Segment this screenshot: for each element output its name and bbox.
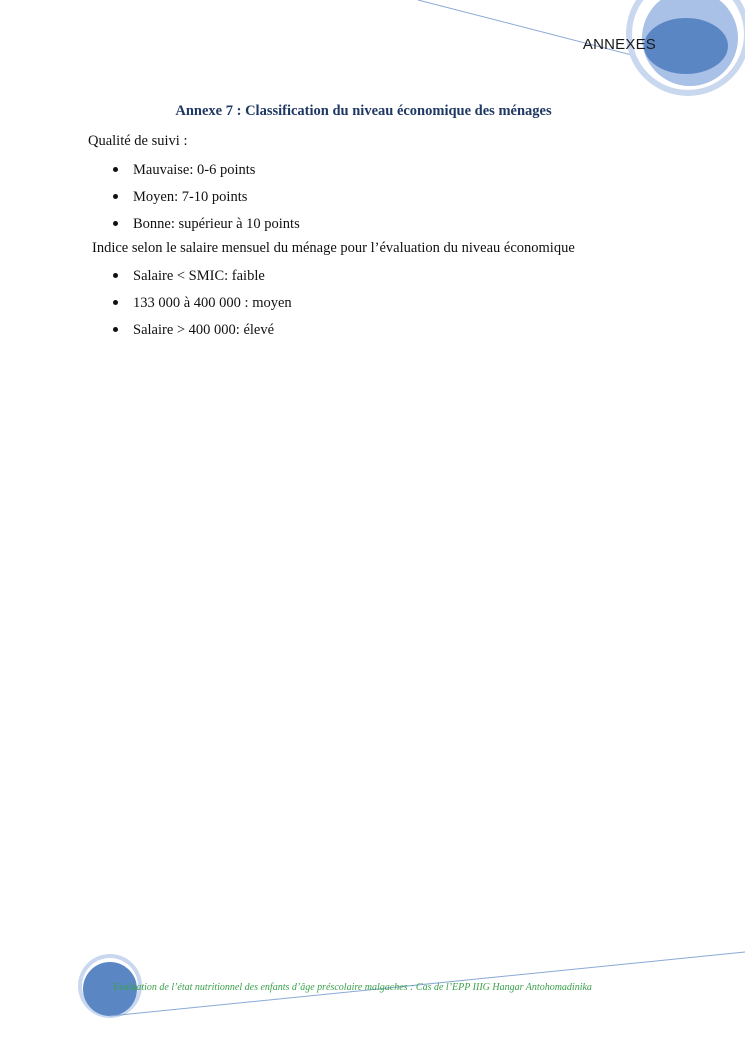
bullet-list-qualite [113, 160, 300, 241]
footer-text: Evaluation de l’état nutritionnel des enfants d’âge préscolaire malgaches : Cas de l’EPP IIIG Hangar Antohomadinika [113, 982, 592, 993]
list-item-text: Mauvaise: 0-6 points [133, 162, 256, 178]
list-item-text: 133 000 à 400 000 : moyen [133, 295, 292, 311]
list-item [113, 187, 300, 214]
section-label-qualite: Qualité de suivi : [88, 133, 188, 149]
bullet-icon [113, 300, 118, 305]
header-label: ANNEXES [582, 36, 656, 53]
list-item-text: Salaire < SMIC: faible [133, 268, 265, 284]
list-item [113, 160, 300, 187]
section-label-indice: Indice selon le salaire mensuel du ménage pour l’évaluation du niveau économique [92, 240, 575, 256]
bullet-icon [113, 327, 118, 332]
header-circle-dark [644, 18, 728, 74]
list-item [113, 214, 300, 241]
page-title: Annexe 7 : Classification du niveau économique des ménages [175, 103, 552, 119]
list-item [113, 266, 292, 293]
bullet-icon [113, 167, 118, 172]
bullet-icon [113, 273, 118, 278]
header-decoration [0, 0, 745, 110]
list-item-text: Bonne: supérieur à 10 points [133, 216, 300, 232]
list-item [113, 320, 292, 347]
list-item-text: Moyen: 7-10 points [133, 189, 248, 205]
list-item [113, 293, 292, 320]
bullet-icon [113, 194, 118, 199]
bullet-icon [113, 221, 118, 226]
list-item-text: Salaire > 400 000: élevé [133, 322, 275, 338]
footer-decoration [0, 940, 745, 1053]
bullet-list-salaire [113, 266, 292, 347]
